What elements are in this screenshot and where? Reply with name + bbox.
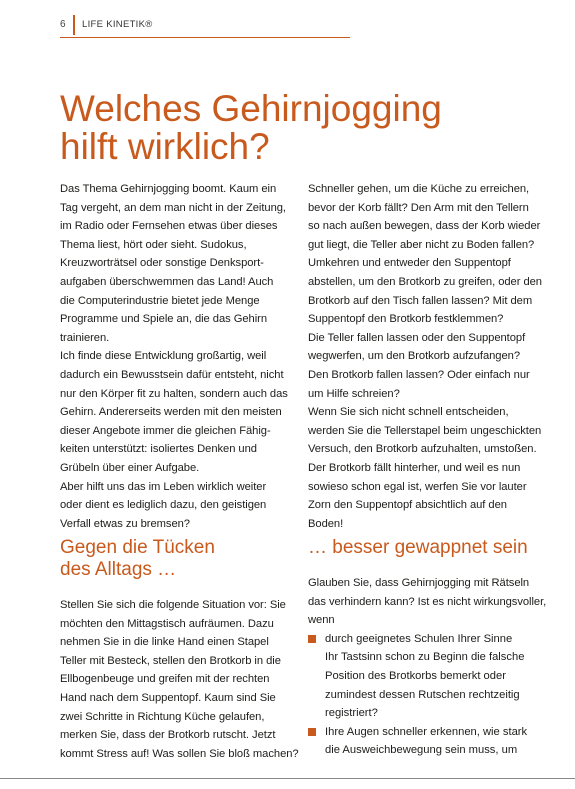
text-line: Die Teller fallen lassen oder den Suppentopf bbox=[308, 331, 526, 344]
text-line: registriert? bbox=[325, 707, 378, 720]
page-title-line: hilft wirklich? bbox=[60, 126, 270, 167]
text-line: Ellbogenbeuge und greifen mit der rechten bbox=[60, 673, 270, 686]
text-line: Schneller gehen, um die Küche zu erreichen, bbox=[308, 183, 530, 195]
text-line: Kreuzworträtsel oder sonstige Denksport- bbox=[60, 257, 264, 270]
text-line: abstellen, um den Brotkorb zu greifen, oder den bbox=[308, 275, 542, 288]
section-prepared bbox=[308, 537, 547, 760]
text-line: sowieso schon egal ist, werfen Sie vor lauter bbox=[308, 480, 527, 493]
intro-paragraph bbox=[60, 478, 295, 534]
text-line: Thema liest, hört oder sieht. Sudokus, bbox=[60, 238, 247, 251]
heading-line: … besser gewappnet sein bbox=[308, 537, 528, 558]
text-line: oder dient es lediglich dazu, den geistigen bbox=[60, 499, 267, 512]
intro-text-column bbox=[60, 180, 295, 533]
body-paragraph bbox=[308, 329, 543, 403]
text-line: nur den Körper fit zu halten, sondern auch das bbox=[60, 387, 288, 400]
bullet-list bbox=[308, 630, 543, 760]
section-paragraph bbox=[60, 596, 299, 763]
section-traps bbox=[60, 537, 299, 763]
text-line: im Radio oder Fernsehen etwas über dieses bbox=[60, 220, 278, 233]
square-bullet-icon bbox=[308, 728, 316, 736]
text-line: Boden! bbox=[308, 517, 344, 530]
text-line: Programme und Spiele an, die das Gehirn bbox=[60, 313, 268, 326]
text-line: Das Thema Gehirnjogging boomt. Kaum ein bbox=[60, 183, 277, 195]
text-line: durch geeignetes Schulen Ihrer Sinne bbox=[325, 632, 513, 645]
body-paragraph bbox=[308, 403, 543, 533]
text-line: Umkehren und entweder den Suppentopf bbox=[308, 257, 511, 270]
text-line: Ich finde diese Entwicklung großartig, weil bbox=[60, 350, 267, 363]
text-line: dadurch ein Bewusstsein dafür entsteht, nicht bbox=[60, 368, 284, 381]
text-line: Hand nach dem Suppentopf. Kaum sind Sie bbox=[60, 691, 276, 704]
text-line: Position des Brotkorbs bemerkt oder bbox=[325, 669, 506, 682]
text-line: kommt Stress auf! Was sollen Sie bloß machen? bbox=[60, 747, 299, 760]
text-line: Zorn den Suppentopf absichtlich auf den bbox=[308, 499, 507, 512]
continuation-text-column bbox=[308, 180, 543, 533]
header-rule bbox=[60, 37, 350, 38]
text-line: Brotkorb auf den Tisch fallen lassen? Mit dem bbox=[308, 294, 533, 307]
heading-line: Gegen die Tücken bbox=[60, 537, 215, 558]
text-line: Aber hilft uns das im Leben wirklich weiter bbox=[60, 480, 267, 493]
text-line: merken Sie, dass der Brotkorb rutscht. Jetzt bbox=[60, 729, 276, 742]
text-line: um Hilfe schreien? bbox=[308, 387, 400, 400]
page-title bbox=[60, 90, 520, 166]
intro-paragraph bbox=[60, 347, 295, 477]
section-heading bbox=[60, 537, 295, 581]
heading-line: des Alltags … bbox=[60, 559, 177, 580]
text-line: möchten den Mittagstisch aufräumen. Dazu bbox=[60, 617, 274, 630]
text-line: Versuch, den Brotkorb aufzuhalten, umstoßen. bbox=[308, 443, 537, 456]
intro-paragraph bbox=[60, 180, 295, 347]
text-line: Stellen Sie sich die folgende Situation vor: Sie bbox=[60, 599, 286, 611]
text-line: zwei Schritte in Richtung Küche gelaufen, bbox=[60, 710, 265, 723]
text-line: keiten unterstützt: isoliertes Denken und bbox=[60, 443, 257, 456]
text-line: Gehirn. Andererseits werden mit den meisten bbox=[60, 406, 282, 419]
body-paragraph bbox=[308, 180, 543, 329]
page-bottom-rule bbox=[0, 778, 575, 779]
header-divider bbox=[73, 15, 75, 35]
text-line: die Ausweichbewegung sein muss, um bbox=[325, 744, 518, 757]
text-line: werden Sie die Tellerstapel beim ungeschickten bbox=[308, 424, 542, 437]
text-line: zumindest dessen Rutschen rechtzeitig bbox=[325, 688, 520, 701]
text-line: nehmen Sie in die linke Hand einen Stapel bbox=[60, 636, 269, 649]
text-line: trainieren. bbox=[60, 331, 110, 344]
text-line: wenn bbox=[308, 614, 335, 627]
text-line: aufgaben überschwemmen das Land! Auch bbox=[60, 275, 274, 288]
text-line: das verhindern kann? Ist es nicht wirkungsvoller, bbox=[308, 595, 547, 608]
text-line: Ihre Augen schneller erkennen, wie stark bbox=[325, 725, 528, 738]
text-line: Ihr Tastsinn schon zu Beginn die falsche bbox=[325, 651, 525, 664]
text-line: Wenn Sie sich nicht schnell entscheiden, bbox=[308, 406, 509, 419]
text-line: Den Brotkorb fallen lassen? Oder einfach nur bbox=[308, 368, 530, 381]
list-item bbox=[308, 630, 543, 723]
text-line: Tag vergeht, an dem man nicht in der Zeitung, bbox=[60, 201, 286, 214]
text-line: Verfall etwas zu bremsen? bbox=[60, 517, 190, 530]
section-heading bbox=[308, 537, 543, 559]
page-title-line: Welches Gehirnjogging bbox=[60, 88, 442, 129]
running-title: LIFE KINETIK® bbox=[82, 19, 153, 30]
square-bullet-icon bbox=[308, 635, 316, 643]
text-line: bevor der Korb fällt? Den Arm mit den Tellern bbox=[308, 201, 529, 214]
text-line: dieser Angebote immer die gleichen Fähig- bbox=[60, 424, 271, 437]
text-line: Glauben Sie, dass Gehirnjogging mit Rätseln bbox=[308, 577, 530, 589]
section-paragraph bbox=[308, 574, 547, 630]
text-line: wegwerfen, um den Brotkorb aufzufangen? bbox=[308, 350, 520, 363]
text-line: so nach außen bewegen, dass der Korb wieder bbox=[308, 220, 541, 233]
text-line: Der Brotkorb fällt hinterher, und weil es nun bbox=[308, 461, 521, 474]
text-line: gut liegt, die Teller aber nicht zu Boden fallen? bbox=[308, 238, 535, 251]
text-line: Teller mit Besteck, stellen den Brotkorb in die bbox=[60, 654, 281, 667]
text-line: Grübeln über einer Aufgabe. bbox=[60, 461, 200, 474]
list-item bbox=[308, 723, 543, 760]
text-line: Suppentopf den Brotkorb festklemmen? bbox=[308, 313, 504, 326]
page-number: 6 bbox=[60, 19, 66, 30]
text-line: die Computerindustrie bietet jede Menge bbox=[60, 294, 260, 307]
